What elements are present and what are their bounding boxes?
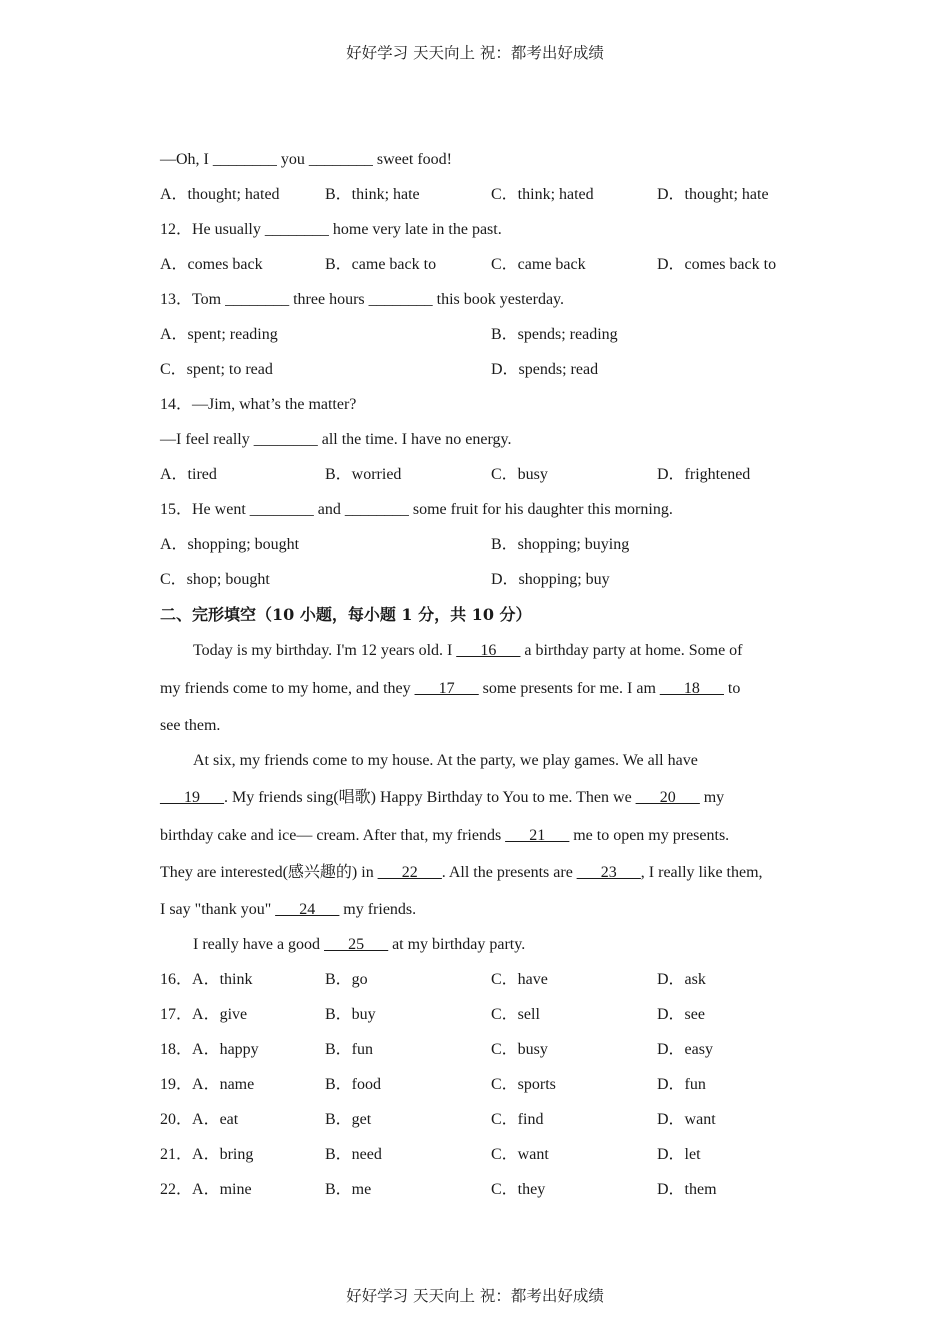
blank-16: ___16___: [456, 642, 521, 659]
q11-option-c: C．think; hated: [491, 186, 594, 203]
option-a: A．think: [192, 971, 253, 988]
blank-19: ___19___: [160, 789, 224, 806]
q14-stem-reply: —I feel really ________ all the time. I have no energy.: [160, 431, 512, 448]
passage-line: [160, 788, 724, 808]
passage-line: [193, 641, 743, 661]
q12-option-a: A．comes back: [160, 256, 263, 273]
cloze-17-option-b: B．buy: [325, 1006, 376, 1023]
passage-text: my: [699, 789, 725, 806]
cloze-21-option-b: B．need: [325, 1146, 382, 1163]
q12-option-d: D．comes back to: [657, 256, 777, 273]
cloze-16-option-a: [160, 970, 252, 990]
q11-option-a: A．thought; hated: [160, 186, 280, 203]
q14-option-a: A．tired: [160, 466, 217, 483]
cloze-18-option-a: [160, 1040, 259, 1060]
option-a: A．name: [192, 1076, 255, 1093]
q14-option-b: B．worried: [325, 466, 402, 483]
passage-text: my friends.: [339, 901, 417, 918]
cloze-19-option-c: C．sports: [491, 1076, 556, 1093]
section-title: 二、完形填空（10 小题，每小题 1 分，共 10 分）: [160, 605, 532, 624]
q11-option-b: B．think; hate: [325, 186, 420, 203]
cloze-18-option-d: D．easy: [657, 1041, 713, 1058]
option-a: A．give: [192, 1006, 248, 1023]
cloze-17-option-d: D．see: [657, 1006, 705, 1023]
passage-line: see them.: [160, 717, 221, 734]
passage-text: . All the presents are: [441, 864, 577, 881]
q13-option-c: C．spent; to read: [160, 361, 273, 378]
passage-line: [160, 863, 763, 883]
passage-text: . My friends sing(唱歌) Happy Birthday to You to me. Then we: [224, 789, 636, 806]
cloze-22-option-b: B．me: [325, 1181, 372, 1198]
cloze-number: 17．: [160, 1006, 193, 1023]
passage-line: [160, 826, 729, 846]
passage-line: [193, 935, 525, 955]
q15-option-c: C．shop; bought: [160, 571, 270, 588]
passage-text: to: [723, 680, 741, 697]
q15-option-b: B．shopping; buying: [491, 536, 630, 553]
cloze-22-option-a: [160, 1180, 252, 1200]
q14-stem: 14．—Jim, what’s the matter?: [160, 396, 357, 413]
cloze-17-option-a: [160, 1005, 247, 1025]
cloze-18-option-c: C．busy: [491, 1041, 548, 1058]
blank-18: ___18___: [659, 680, 724, 697]
q13-option-d: D．spends; read: [491, 361, 599, 378]
passage-text: They are interested(感兴趣的) in: [160, 864, 378, 881]
q12-stem: 12．He usually ________ home very late in the past.: [160, 221, 502, 238]
page-header: 好好学习 天天向上 祝：都考出好成绩: [346, 44, 604, 62]
option-a: A．eat: [192, 1111, 239, 1128]
q13-stem: 13．Tom ________ three hours ________ this book yesterday.: [160, 291, 565, 308]
option-a: A．happy: [192, 1041, 259, 1058]
cloze-number: 21．: [160, 1146, 193, 1163]
q12-option-c: C．came back: [491, 256, 586, 273]
cloze-18-option-b: B．fun: [325, 1041, 374, 1058]
cloze-19-option-d: D．fun: [657, 1076, 706, 1093]
passage-text: a birthday party at home. Some of: [520, 642, 743, 659]
cloze-20-option-d: D．want: [657, 1111, 716, 1128]
cloze-number: 16．: [160, 971, 193, 988]
passage-line: At six, my friends come to my house. At the party, we play games. We all have: [193, 752, 698, 769]
cloze-19-option-a: [160, 1075, 254, 1095]
cloze-20-option-a: [160, 1110, 238, 1130]
blank-25: ___25___: [324, 936, 389, 953]
passage-text: I really have a good: [193, 936, 325, 953]
cloze-16-option-d: D．ask: [657, 971, 706, 988]
page-footer: 好好学习 天天向上 祝：都考出好成绩: [346, 1287, 604, 1305]
q11-stem: —Oh, I ________ you ________ sweet food!: [160, 151, 452, 168]
q15-option-a: A．shopping; bought: [160, 536, 300, 553]
passage-line: [160, 900, 416, 920]
cloze-21-option-c: C．want: [491, 1146, 549, 1163]
cloze-22-option-c: C．they: [491, 1181, 546, 1198]
passage-line: [160, 679, 740, 699]
cloze-number: 18．: [160, 1041, 193, 1058]
passage-text: , I really like them,: [640, 864, 763, 881]
cloze-22-option-d: D．them: [657, 1181, 717, 1198]
cloze-number: 19．: [160, 1076, 193, 1093]
q15-option-d: D．shopping; buy: [491, 571, 610, 588]
passage-text: me to open my presents.: [569, 827, 730, 844]
q14-option-d: D．frightened: [657, 466, 751, 483]
q11-option-d: D．thought; hate: [657, 186, 769, 203]
cloze-21-option-d: D．let: [657, 1146, 701, 1163]
q15-stem: 15．He went ________ and ________ some fruit for his daughter this morning.: [160, 501, 673, 518]
cloze-17-option-c: C．sell: [491, 1006, 540, 1023]
passage-text: Today is my birthday. I'm 12 years old. I: [193, 642, 457, 659]
blank-21: ___21___: [505, 827, 570, 844]
option-a: A．mine: [192, 1181, 252, 1198]
blank-24: ___24___: [275, 901, 340, 918]
passage-text: some presents for me. I am: [478, 680, 660, 697]
cloze-20-option-c: C．find: [491, 1111, 544, 1128]
cloze-20-option-b: B．get: [325, 1111, 372, 1128]
option-a: A．bring: [192, 1146, 254, 1163]
cloze-number: 20．: [160, 1111, 193, 1128]
blank-17: ___17___: [414, 680, 479, 697]
passage-text: birthday cake and ice— cream. After that, my friends: [160, 827, 506, 844]
cloze-number: 22．: [160, 1181, 193, 1198]
blank-20: ___20___: [635, 789, 700, 806]
q14-option-c: C．busy: [491, 466, 548, 483]
blank-23: ___23___: [576, 864, 641, 881]
q13-option-b: B．spends; reading: [491, 326, 618, 343]
cloze-19-option-b: B．food: [325, 1076, 382, 1093]
passage-text: I say "thank you": [160, 901, 276, 918]
passage-text: at my birthday party.: [388, 936, 526, 953]
blank-22: ___22___: [377, 864, 442, 881]
q12-option-b: B．came back to: [325, 256, 437, 273]
passage-text: my friends come to my home, and they: [160, 680, 415, 697]
cloze-16-option-b: B．go: [325, 971, 368, 988]
cloze-16-option-c: C．have: [491, 971, 548, 988]
q13-option-a: A．spent; reading: [160, 326, 278, 343]
cloze-21-option-a: [160, 1145, 253, 1165]
